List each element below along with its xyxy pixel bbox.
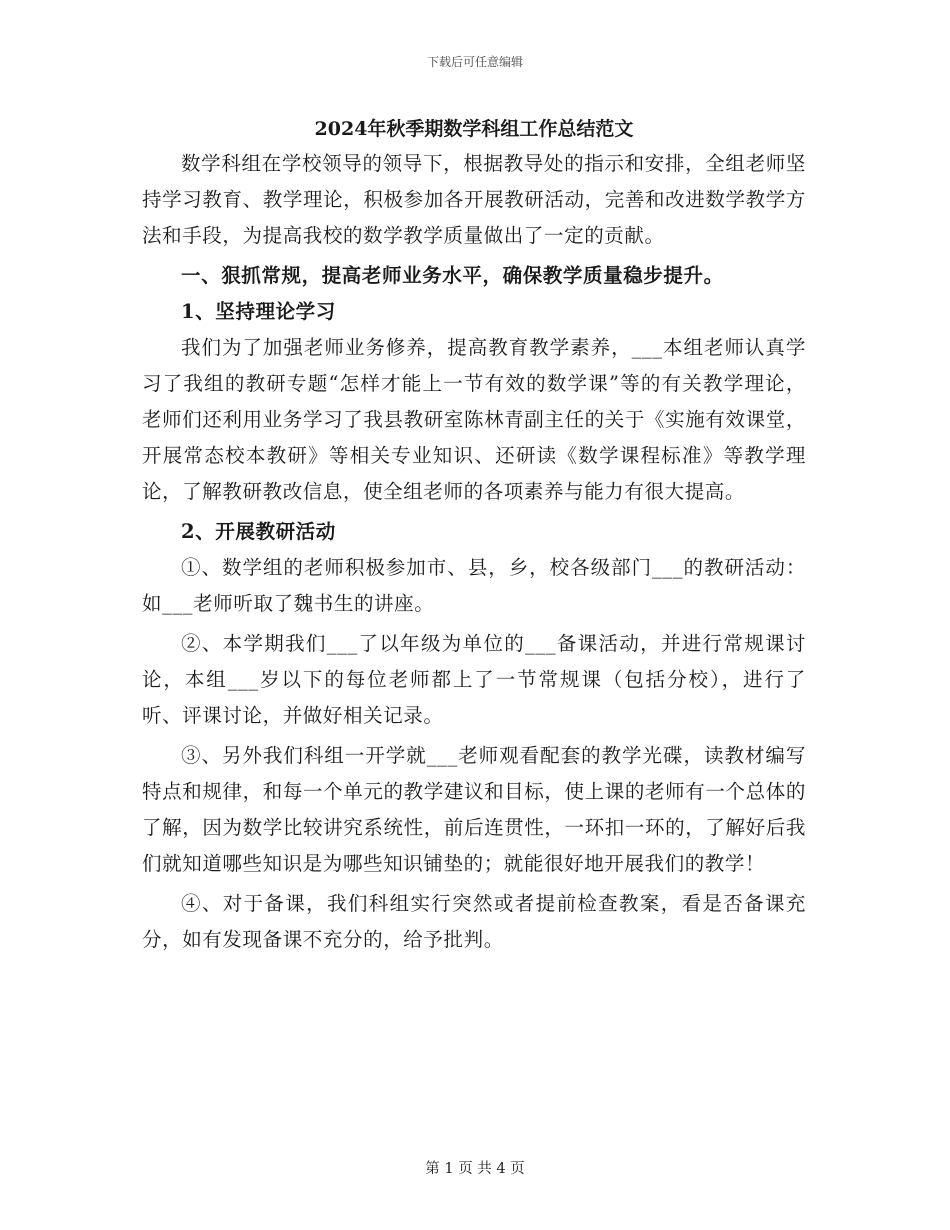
- section-1-heading: 一、狠抓常规，提高老师业务水平，确保教学质量稳步提升。: [181, 264, 724, 287]
- document-body: [142, 112, 806, 958]
- list-item-4: ④、对于备课，我们科组实行突然或者提前检查教案，看是否备课充分，如有发现备课不充分的，给予批判。: [142, 892, 806, 951]
- header-note: 下载后可任意编辑: [426, 55, 523, 69]
- list-item-3: ③、另外我们科组一开学就___老师观看配套的教学光碟，读教材编写特点和规律，和每一个单元的教学建议和目标，使上课的老师有一个总体的了解，因为数学比较讲究系统性，前后连贯性，一环扣一环的，了解好后我们就知道哪些知识是为哪些知识铺垫的；就能很好地开展我们的教学！: [142, 744, 806, 875]
- subsection-1-heading: 1、坚持理论学习: [181, 300, 336, 323]
- subsection-1-paragraph: 我们为了加强老师业务修养，提高教育教学素养，___本组老师认真学习了我组的教研专题“怎样才能上一节有效的数学课”等的有关教学理论，老师们还利用业务学习了我县教研室陈林青副主任的关于《实施有效课堂，开展常态校本教研》等相关专业知识、还研读《数学课程标准》等教学理论，了解教研教改信息，使全组老师的各项素养与能力有很大提高。: [142, 336, 806, 503]
- list-item-1: ①、数学组的老师积极参加市、县，乡，校各级部门___的教研活动：如___老师听取了魏书生的讲座。: [142, 556, 806, 615]
- page-number: 第 1 页 共 4 页: [425, 1161, 525, 1177]
- subsection-2-heading: 2、开展教研活动: [181, 520, 336, 543]
- document-title: 2024年秋季期数学科组工作总结范文: [314, 118, 634, 140]
- intro-paragraph: 数学科组在学校领导的领导下，根据教导处的指示和安排，全组老师坚持学习教育、教学理论，积极参加各开展教研活动，完善和改进数学教学方法和手段，为提高我校的数学教学质量做出了一定的贡献。: [142, 152, 806, 247]
- list-item-2: ②、本学期我们___了以年级为单位的___备课活动，并进行常规课讨论，本组___岁以下的每位老师都上了一节常规课（包括分校），进行了听、评课讨论，并做好相关记录。: [142, 632, 806, 727]
